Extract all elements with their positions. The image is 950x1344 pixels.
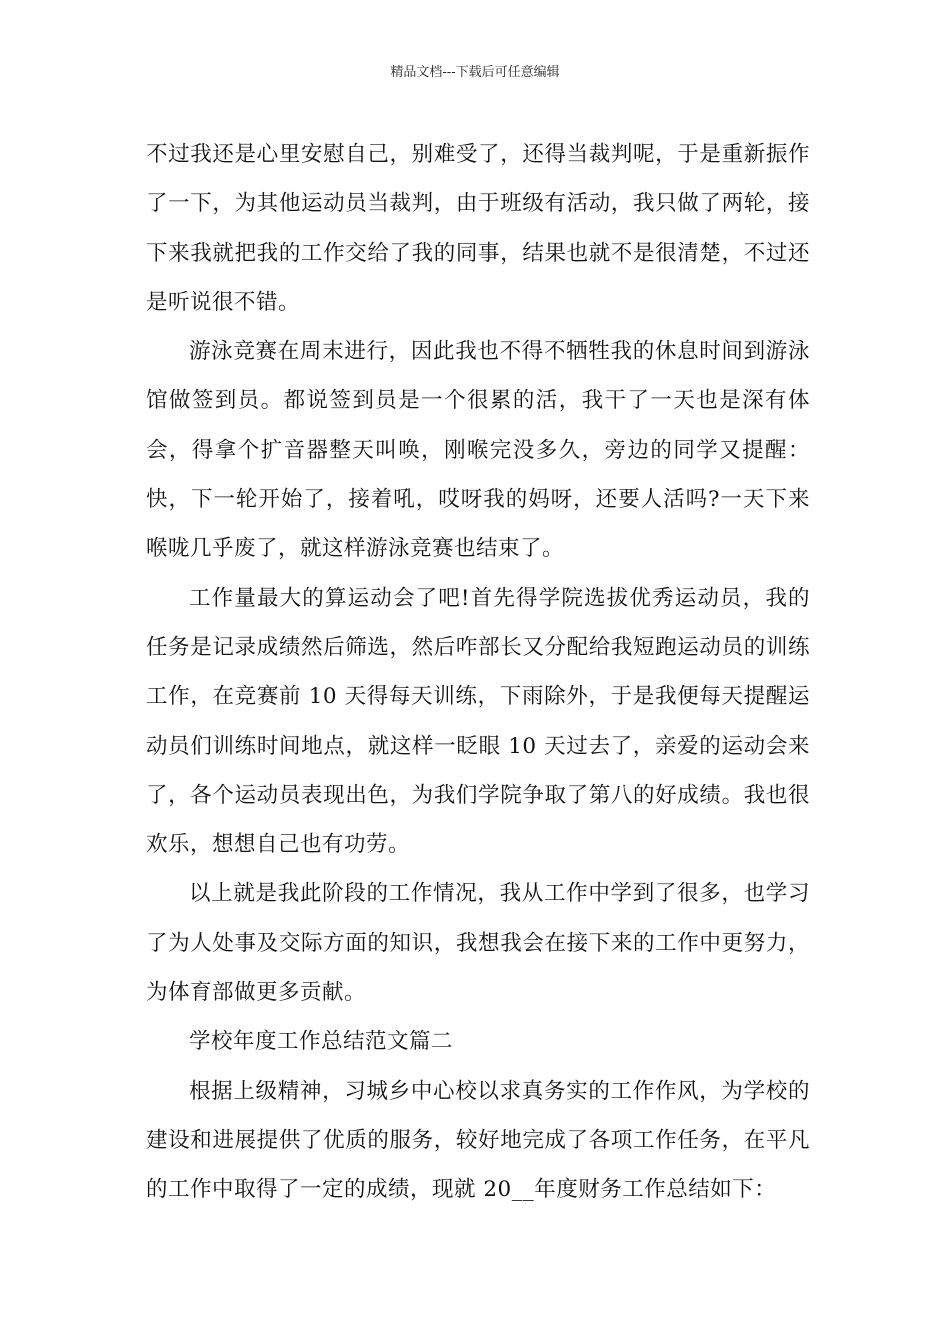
- document-body: [146, 130, 810, 1215]
- paragraph-referee: 不过我还是心里安慰自己，别难受了，还得当裁判呢，于是重新振作了一下，为其他运动员当裁判，由于班级有活动，我只做了两轮，接下来我就把我的工作交给了我的同事，结果也就不是很清楚，不过还是听说很不错。: [146, 142, 810, 315]
- page-header: 精品文档---下载后可任意编辑: [390, 65, 560, 80]
- paragraph-summary: 以上就是我此阶段的工作情况，我从工作中学到了很多，也学习了为人处事及交际方面的知识，我想我会在接下来的工作中更努力，为体育部做更多贡献。: [146, 881, 810, 1006]
- paragraph-swimming: 游泳竞赛在周末进行，因此我也不得不牺牲我的休息时间到游泳馆做签到员。都说签到员是一个很累的活，我干了一天也是深有体会，得拿个扩音器整天叫唤，刚喉完没多久，旁边的同学又提醒：快，下一轮开始了，接着吼，哎呀我的妈呀，还要人活吗?一天下来喉咙几乎废了，就这样游泳竞赛也结束了。: [146, 339, 810, 562]
- paragraph-finance-intro: 根据上级精神，习城乡中心校以求真务实的工作作风，为学校的建设和进展提供了优质的服务，较好地完成了各项工作任务，在平凡的工作中取得了一定的成绩，现就 20__年度财务工作总结如下：: [146, 1078, 810, 1203]
- paragraph-sports-meet: 工作量最大的算运动会了吧!首先得学院选拔优秀运动员，我的任务是记录成绩然后筛选，然后咋部长又分配给我短跑运动员的训练工作，在竞赛前 10 天得每天训练，下雨除外，于是我便每天提醒运动员们训练时间地点，就这样一眨眼 10 天过去了，亲爱的运动会来了，各个运动员表现出色，为我们学院争取了第八的好成绩。我也很欢乐，想想自己也有功劳。: [146, 585, 810, 858]
- section-title: 学校年度工作总结范文篇二: [189, 1029, 454, 1055]
